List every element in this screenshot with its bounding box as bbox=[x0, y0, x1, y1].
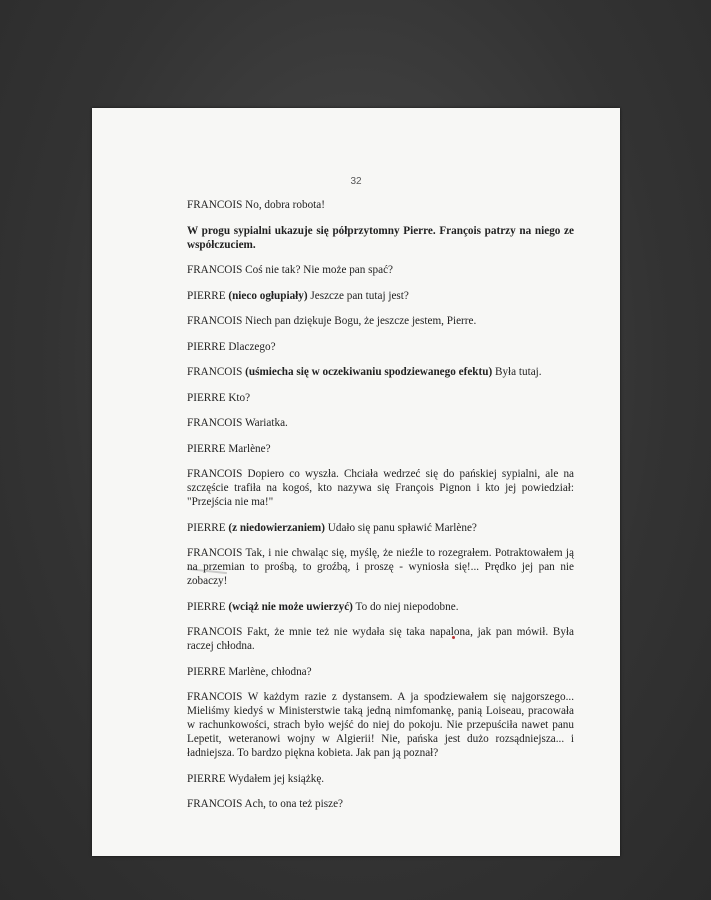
dialogue-line bbox=[187, 365, 574, 379]
dialogue-text: Marlène? bbox=[228, 442, 271, 455]
dialogue-text: No, dobra robota! bbox=[245, 199, 325, 211]
dialogue-text: Tak, i nie chwaląc się, myślę, że nieźle to rozegrałem. Potraktowałem ją na przemian to prośbą, to groźbą, i proszę - wyniosła się!... Prędko jej pan nie zobaczy! bbox=[187, 547, 574, 587]
speaker-name: FRANCOIS bbox=[187, 264, 243, 276]
dialogue-text: To do niej niepodobne. bbox=[355, 600, 459, 613]
script-body bbox=[187, 198, 574, 823]
speaker-name: PIERRE bbox=[187, 289, 226, 302]
speaker-name: PIERRE bbox=[187, 391, 226, 404]
dialogue-line bbox=[187, 314, 574, 328]
speaker-name: FRANCOIS bbox=[187, 366, 243, 378]
parenthetical: (wciąż nie może uwierzyć) bbox=[228, 600, 353, 613]
speaker-name: FRANCOIS bbox=[187, 798, 243, 810]
dialogue-line bbox=[187, 521, 574, 535]
speaker-name: FRANCOIS bbox=[187, 547, 243, 559]
dialogue-line bbox=[187, 797, 574, 811]
dialogue-text: Marlène, chłodna? bbox=[228, 665, 312, 678]
dialogue-text: Ach, to ona też pisze? bbox=[244, 798, 344, 810]
dialogue-line bbox=[187, 467, 574, 509]
dialogue-line bbox=[187, 546, 574, 588]
speaker-name: PIERRE bbox=[187, 340, 226, 353]
dialogue-line bbox=[187, 600, 574, 614]
dialogue-line bbox=[187, 690, 574, 760]
speaker-name: FRANCOIS bbox=[187, 315, 243, 327]
dialogue-line bbox=[187, 442, 574, 456]
page-number: 32 bbox=[350, 176, 362, 187]
dialogue-text: Wydałem jej książkę. bbox=[228, 772, 325, 785]
parenthetical: (z niedowierzaniem) bbox=[228, 521, 325, 534]
speaker-name: PIERRE bbox=[187, 772, 226, 785]
speaker-name: FRANCOIS bbox=[187, 468, 243, 480]
parenthetical: (uśmiecha się w oczekiwaniu spodziewanego efektu) bbox=[245, 366, 493, 378]
speaker-name: PIERRE bbox=[187, 665, 226, 678]
parenthetical: (nieco ogłupiały) bbox=[228, 289, 308, 302]
dialogue-text: Jeszcze pan tutaj jest? bbox=[310, 289, 409, 302]
speaker-name: PIERRE bbox=[187, 600, 226, 613]
dialogue-line bbox=[187, 665, 574, 679]
dialogue-text: Dlaczego? bbox=[228, 340, 276, 353]
speaker-name: FRANCOIS bbox=[187, 417, 243, 429]
dialogue-line bbox=[187, 391, 574, 405]
dialogue-line bbox=[187, 289, 574, 303]
speaker-name: FRANCOIS bbox=[187, 626, 243, 638]
stage-direction: W progu sypialni ukazuje się półprzytomny Pierre. François patrzy na niego ze współczuciem. bbox=[187, 224, 574, 251]
dialogue-line bbox=[187, 772, 574, 786]
dialogue-text: Niech pan dziękuje Bogu, że jeszcze jestem, Pierre. bbox=[245, 315, 477, 327]
speaker-name: PIERRE bbox=[187, 521, 226, 534]
dialogue-text: Udało się panu spławić Marlène? bbox=[327, 521, 477, 534]
dialogue-text: Fakt, że mnie też nie wydała się taka napalona, jak pan mówił. Była raczej chłodna. bbox=[187, 626, 575, 652]
dialogue-text: Dopiero co wyszła. Chciała wedrzeć się do pańskiej sypialni, ale na szczęście trafiła na kogoś, kto nazywa się François Pignon i kto jej powiedział: "Przejścia nie ma!" bbox=[187, 468, 575, 508]
dialogue-line bbox=[187, 198, 574, 212]
dialogue-text: Coś nie tak? Nie może pan spać? bbox=[245, 264, 394, 276]
speaker-name: PIERRE bbox=[187, 442, 226, 455]
speaker-name: FRANCOIS bbox=[187, 691, 243, 703]
dialogue-text: Kto? bbox=[228, 391, 251, 404]
dialogue-line bbox=[187, 340, 574, 354]
dialogue-text: Była tutaj. bbox=[494, 366, 542, 378]
speaker-name: FRANCOIS bbox=[187, 199, 243, 211]
document-page bbox=[92, 108, 620, 856]
dialogue-line bbox=[187, 416, 574, 430]
dialogue-line bbox=[187, 625, 574, 653]
dialogue-text: W każdym razie z dystansem. A ja spodziewałem się najgorszego... Mieliśmy kiedyś w Ministerstwie taką jedną nimfomankę, panią Loiseau, pracowała w rachunkowości, strach było wejść do niej do pokoju. Nie przepuściła nawet panu Lepetit, weteranowi wojny w Algierii! Nie, pańska jest dużo rozsądniejsza... i ładniejsza. To bardzo piękna kobieta. Jak pan ją poznał? bbox=[187, 691, 574, 759]
dialogue-line bbox=[187, 263, 574, 277]
dialogue-text: Wariatka. bbox=[244, 417, 288, 429]
